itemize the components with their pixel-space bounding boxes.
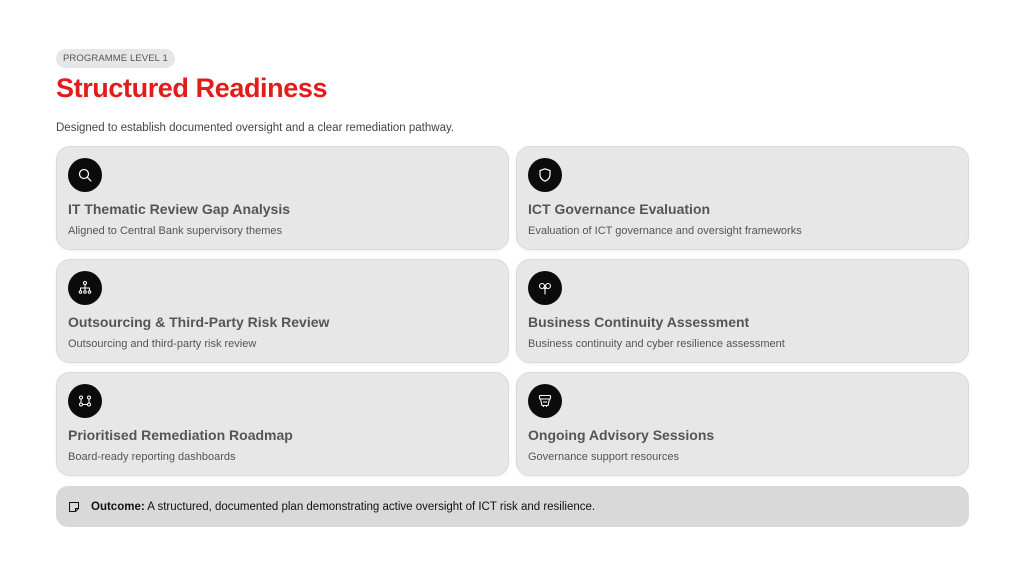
service-card-grid [56,146,969,476]
note-icon [68,501,80,513]
card-title: Prioritised Remediation Roadmap [68,427,293,443]
card-title: ICT Governance Evaluation [528,201,711,217]
outcome-text [91,499,595,515]
card-description: Business continuity and cyber resilience assessment [528,338,785,350]
outcome-label: Outcome: [91,500,145,513]
card-advisory-sessions [516,372,969,476]
advisory-icon [528,384,562,418]
card-title: Outsourcing & Third-Party Risk Review [68,314,330,330]
continuity-icon [528,271,562,305]
card-description: Governance support resources [528,451,680,463]
card-gap-analysis [56,146,509,250]
card-title: Business Continuity Assessment [528,314,750,330]
page-title: Structured Readiness [56,73,328,103]
card-description: Board-ready reporting dashboards [68,451,236,463]
network-icon [68,271,102,305]
card-ict-governance [516,146,969,250]
card-business-continuity [516,259,969,363]
card-remediation-roadmap [56,372,509,476]
search-icon [68,158,102,192]
shield-icon [528,158,562,192]
card-third-party-risk [56,259,509,363]
programme-level-badge: PROGRAMME LEVEL 1 [56,49,175,68]
outcome-banner [56,486,969,527]
card-description: Evaluation of ICT governance and oversight frameworks [528,225,802,237]
card-description: Aligned to Central Bank supervisory themes [68,225,282,237]
card-title: Ongoing Advisory Sessions [528,427,715,443]
outcome-description: A structured, documented plan demonstrating active oversight of ICT risk and resilience. [144,500,596,513]
card-title: IT Thematic Review Gap Analysis [68,201,291,217]
roadmap-icon [68,384,102,418]
card-description: Outsourcing and third-party risk review [68,338,257,350]
page-subtitle: Designed to establish documented oversight and a clear remediation pathway. [56,122,455,134]
